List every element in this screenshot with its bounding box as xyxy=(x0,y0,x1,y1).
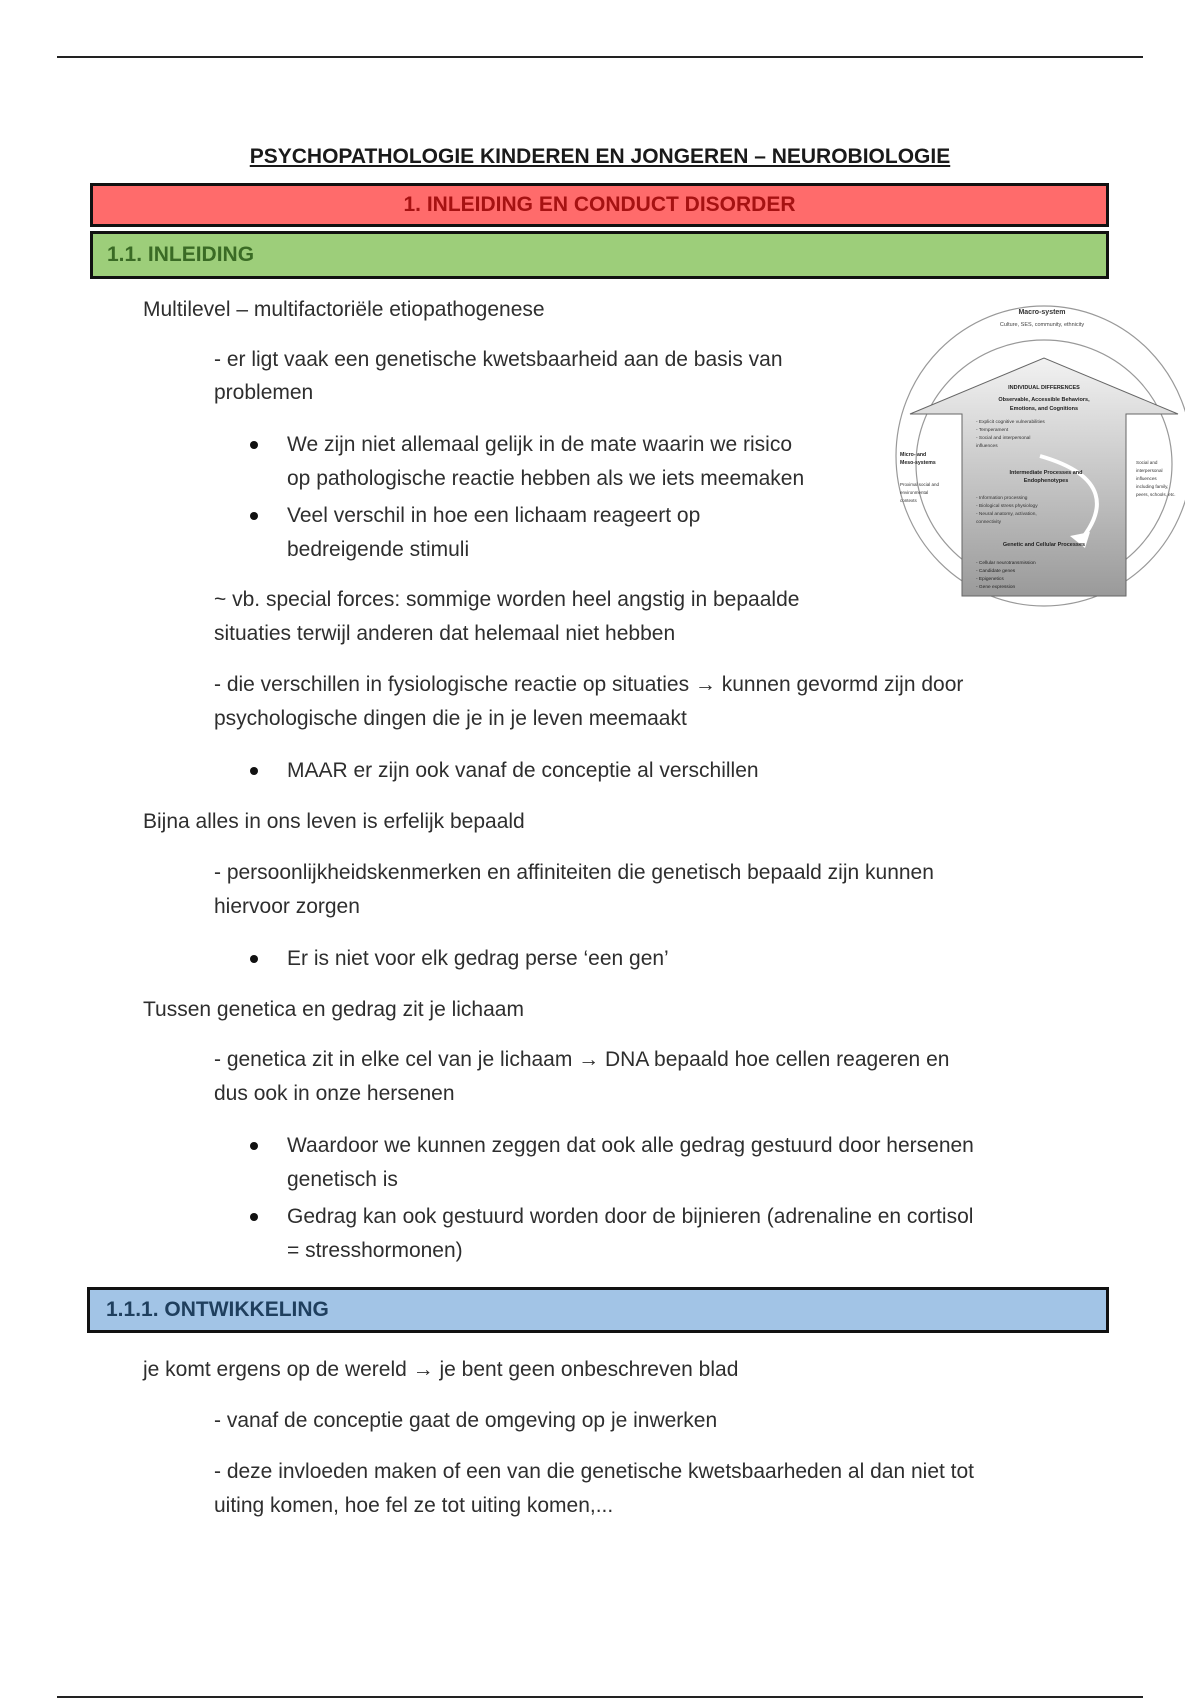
list-item: Waardoor we kunnen zeggen dat ook alle gedrag gestuurd door hersenen xyxy=(287,1134,974,1157)
bottom-rule xyxy=(57,1696,1143,1698)
social-item: Social and xyxy=(1136,460,1158,465)
intermediate-label: Intermediate Processes and xyxy=(1009,470,1083,476)
inter-item: connectivity xyxy=(976,520,1002,525)
inter-item: - Neural anatomy, activation, xyxy=(976,512,1037,517)
intermediate-label: Endophenotypes xyxy=(1023,478,1069,484)
obs-item: - Temperament xyxy=(976,428,1009,433)
observable-label: Observable, Accessible Behaviors, xyxy=(998,397,1090,403)
chapter-heading: 1. INLEIDING EN CONDUCT DISORDER xyxy=(90,183,1109,227)
bullet-icon xyxy=(250,767,258,775)
individual-label: INDIVIDUAL DIFFERENCES xyxy=(1008,385,1080,391)
bullet-icon xyxy=(250,441,258,449)
list-item: = stresshormonen) xyxy=(287,1239,463,1262)
sub-paragraph: - deze invloeden maken of een van die genetische kwetsbaarheden al dan niet tot xyxy=(214,1460,975,1483)
gen-item: - Epigenetics xyxy=(976,577,1004,582)
list-item: Gedrag kan ook gestuurd worden door de bijnieren (adrenaline en cortisol xyxy=(287,1205,974,1228)
list-item: Er is niet voor elk gedrag perse ‘een gen’ xyxy=(287,947,669,970)
list-item: Veel verschil in hoe een lichaam reageert op xyxy=(287,504,701,527)
gen-item: - Cellular neurotransmission xyxy=(976,561,1036,566)
inter-item: - Information processing xyxy=(976,496,1028,501)
sub-paragraph: situaties terwijl anderen dat helemaal niet hebben xyxy=(214,622,676,645)
micro-item: Proximal social and xyxy=(900,482,940,487)
sub-paragraph: - er ligt vaak een genetische kwetsbaarheid aan de basis van xyxy=(214,348,783,371)
macro-title: Macro-system xyxy=(1018,309,1066,316)
section-heading: 1.1. INLEIDING xyxy=(90,231,1109,279)
micro-label: Micro- and xyxy=(900,452,927,458)
bullet-icon xyxy=(250,1213,258,1221)
obs-item: influences xyxy=(976,444,998,449)
obs-item: - Explicit cognitive vulnerabilities xyxy=(976,420,1045,425)
top-rule xyxy=(57,56,1143,58)
multilevel-model-figure xyxy=(880,296,1185,611)
social-item: peers, schools, etc. xyxy=(1136,492,1176,497)
list-item: op pathologische reactie hebben als we iets meemaken xyxy=(287,467,805,490)
page-title: PSYCHOPATHOLOGIE KINDEREN EN JONGEREN – NEUROBIOLOGIE xyxy=(249,145,951,168)
paragraph-heading: Bijna alles in ons leven is erfelijk bepaald xyxy=(143,810,525,833)
social-item: including family, xyxy=(1136,484,1169,489)
micro-label: Meso-systems xyxy=(900,460,936,466)
sub-paragraph: ~ vb. special forces: sommige worden heel angstig in bepaalde xyxy=(214,588,800,611)
subsection-heading: 1.1.1. ONTWIKKELING xyxy=(87,1287,1109,1333)
macro-sub: Culture, SES, community, ethnicity xyxy=(999,322,1085,328)
sub-paragraph: - vanaf de conceptie gaat de omgeving op je inwerken xyxy=(214,1409,718,1432)
obs-item: - Social and interpersonal xyxy=(976,436,1031,441)
sub-paragraph: uiting komen, hoe fel ze tot uiting komen,... xyxy=(214,1494,614,1517)
paragraph-heading: je komt ergens op de wereld → je bent geen onbeschreven blad xyxy=(143,1358,739,1381)
sub-paragraph: - genetica zit in elke cel van je lichaam → DNA bepaald hoe cellen reageren en xyxy=(214,1048,950,1071)
social-item: influences xyxy=(1136,476,1157,481)
list-item: We zijn niet allemaal gelijk in de mate waarin we risico xyxy=(287,433,792,456)
list-item: MAAR er zijn ook vanaf de conceptie al verschillen xyxy=(287,759,759,782)
gen-item: - Candidate genes xyxy=(976,569,1016,574)
sub-paragraph: - die verschillen in fysiologische reactie op situaties → kunnen gevormd zijn door xyxy=(214,673,964,696)
bullet-icon xyxy=(250,955,258,963)
bullet-icon xyxy=(250,1142,258,1150)
micro-item: contexts xyxy=(900,498,917,503)
gen-item: - Gene expression xyxy=(976,585,1016,590)
observable-label: Emotions, and Cognitions xyxy=(1009,406,1079,412)
bullet-icon xyxy=(250,512,258,520)
inter-item: - Biological stress physiology xyxy=(976,504,1038,509)
micro-item: environmental xyxy=(900,490,929,495)
paragraph-heading: Multilevel – multifactoriële etiopathogenese xyxy=(143,298,545,321)
sub-paragraph: - persoonlijkheidskenmerken en affiniteiten die genetisch bepaald zijn kunnen xyxy=(214,861,934,884)
list-item: genetisch is xyxy=(287,1168,398,1191)
paragraph-heading: Tussen genetica en gedrag zit je lichaam xyxy=(143,998,524,1021)
social-item: interpersonal xyxy=(1136,468,1163,473)
sub-paragraph: dus ook in onze hersenen xyxy=(214,1082,455,1105)
genetic-label: Genetic and Cellular Processes xyxy=(1002,542,1086,548)
list-item: bedreigende stimuli xyxy=(287,538,470,561)
sub-paragraph: problemen xyxy=(214,381,314,404)
sub-paragraph: hiervoor zorgen xyxy=(214,895,360,918)
sub-paragraph: psychologische dingen die je in je leven meemaakt xyxy=(214,707,687,730)
